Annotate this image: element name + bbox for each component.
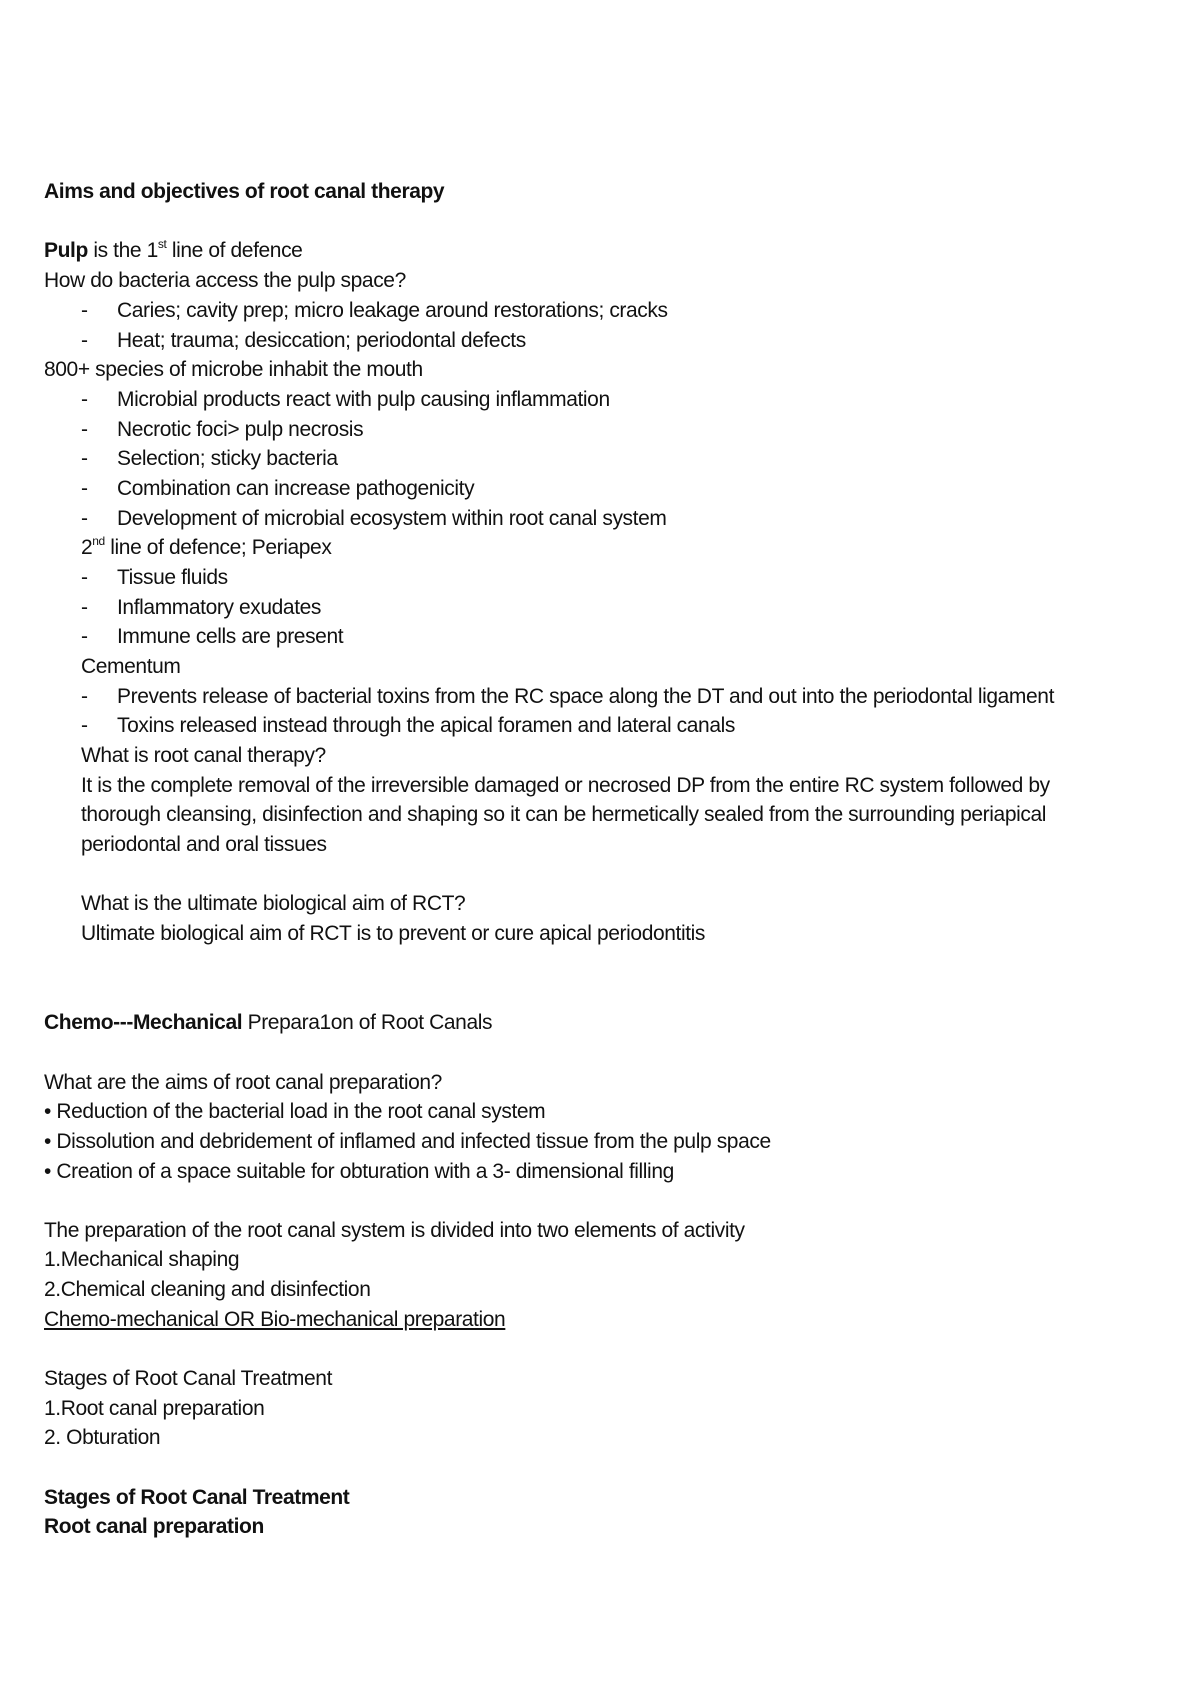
numbered-item: 1.Mechanical shaping <box>44 1248 240 1271</box>
cementum-heading: Cementum <box>81 655 181 678</box>
root-canal-preparation-bold: Root canal preparation <box>44 1515 264 1538</box>
list-item: - Necrotic foci> pulp necrosis <box>81 418 364 441</box>
second-line-defence: 2nd line of defence; Periapex <box>81 534 332 559</box>
stages-heading: Stages of Root Canal Treatment <box>44 1367 332 1390</box>
microbe-heading: 800+ species of microbe inhabit the mouth <box>44 358 423 381</box>
divided-statement: The preparation of the root canal system is divided into two elements of activity <box>44 1219 745 1242</box>
list-item: - Tissue fluids <box>81 566 228 589</box>
numbered-item: 2.Chemical cleaning and disinfection <box>44 1278 371 1301</box>
aim-answer: Ultimate biological aim of RCT is to prevent or cure apical periodontitis <box>81 922 706 945</box>
stages-heading-bold: Stages of Root Canal Treatment <box>44 1486 350 1509</box>
list-item: - Selection; sticky bacteria <box>81 447 338 470</box>
chemo-mechanical-underlined: Chemo-mechanical OR Bio-mechanical preparation <box>44 1308 506 1331</box>
pulp-post: line of defence <box>166 239 303 262</box>
numbered-item: 2. Obturation <box>44 1426 161 1449</box>
access-question: How do bacteria access the pulp space? <box>44 269 406 292</box>
pulp-line <box>44 238 302 264</box>
list-item: - Combination can increase pathogenicity <box>81 477 475 500</box>
list-item: - Immune cells are present <box>81 625 344 648</box>
bullet-item: • Reduction of the bacterial load in the root canal system <box>44 1100 546 1123</box>
aims-question: What are the aims of root canal preparation? <box>44 1071 442 1094</box>
pulp-bold: Pulp <box>44 239 88 262</box>
rct-answer-line: thorough cleansing, disinfection and shaping so it can be hermetically sealed from the surrounding periapical <box>81 803 1047 826</box>
list-item: - Caries; cavity prep; micro leakage around restorations; cracks <box>81 299 668 322</box>
bullet-item: • Creation of a space suitable for obturation with a 3- dimensional filling <box>44 1160 674 1183</box>
list-item: - Toxins released instead through the apical foramen and lateral canals <box>81 714 735 737</box>
pulp-sup: st <box>157 237 167 251</box>
section1-title: Aims and objectives of root canal therapy <box>44 180 445 203</box>
bullet-item: • Dissolution and debridement of inflamed and infected tissue from the pulp space <box>44 1130 771 1153</box>
list-item: - Microbial products react with pulp causing inflammation <box>81 388 610 411</box>
list-item: - Inflammatory exudates <box>81 596 322 619</box>
numbered-item: 1.Root canal preparation <box>44 1397 265 1420</box>
pulp-pre: is the 1 <box>87 239 158 262</box>
list-item: - Prevents release of bacterial toxins from the RC space along the DT and out into the periodontal ligament <box>81 685 1055 708</box>
rct-answer-line: periodontal and oral tissues <box>81 833 327 856</box>
aim-question: What is the ultimate biological aim of RCT? <box>81 892 466 915</box>
section2-title: Chemo---Mechanical Prepara1on of Root Canals <box>44 1011 493 1034</box>
list-item: - Heat; trauma; desiccation; periodontal defects <box>81 329 526 352</box>
list-item: - Development of microbial ecosystem within root canal system <box>81 507 667 530</box>
rct-question: What is root canal therapy? <box>81 744 326 767</box>
rct-answer-line: It is the complete removal of the irreversible damaged or necrosed DP from the entire RC system followed by <box>81 774 1050 797</box>
